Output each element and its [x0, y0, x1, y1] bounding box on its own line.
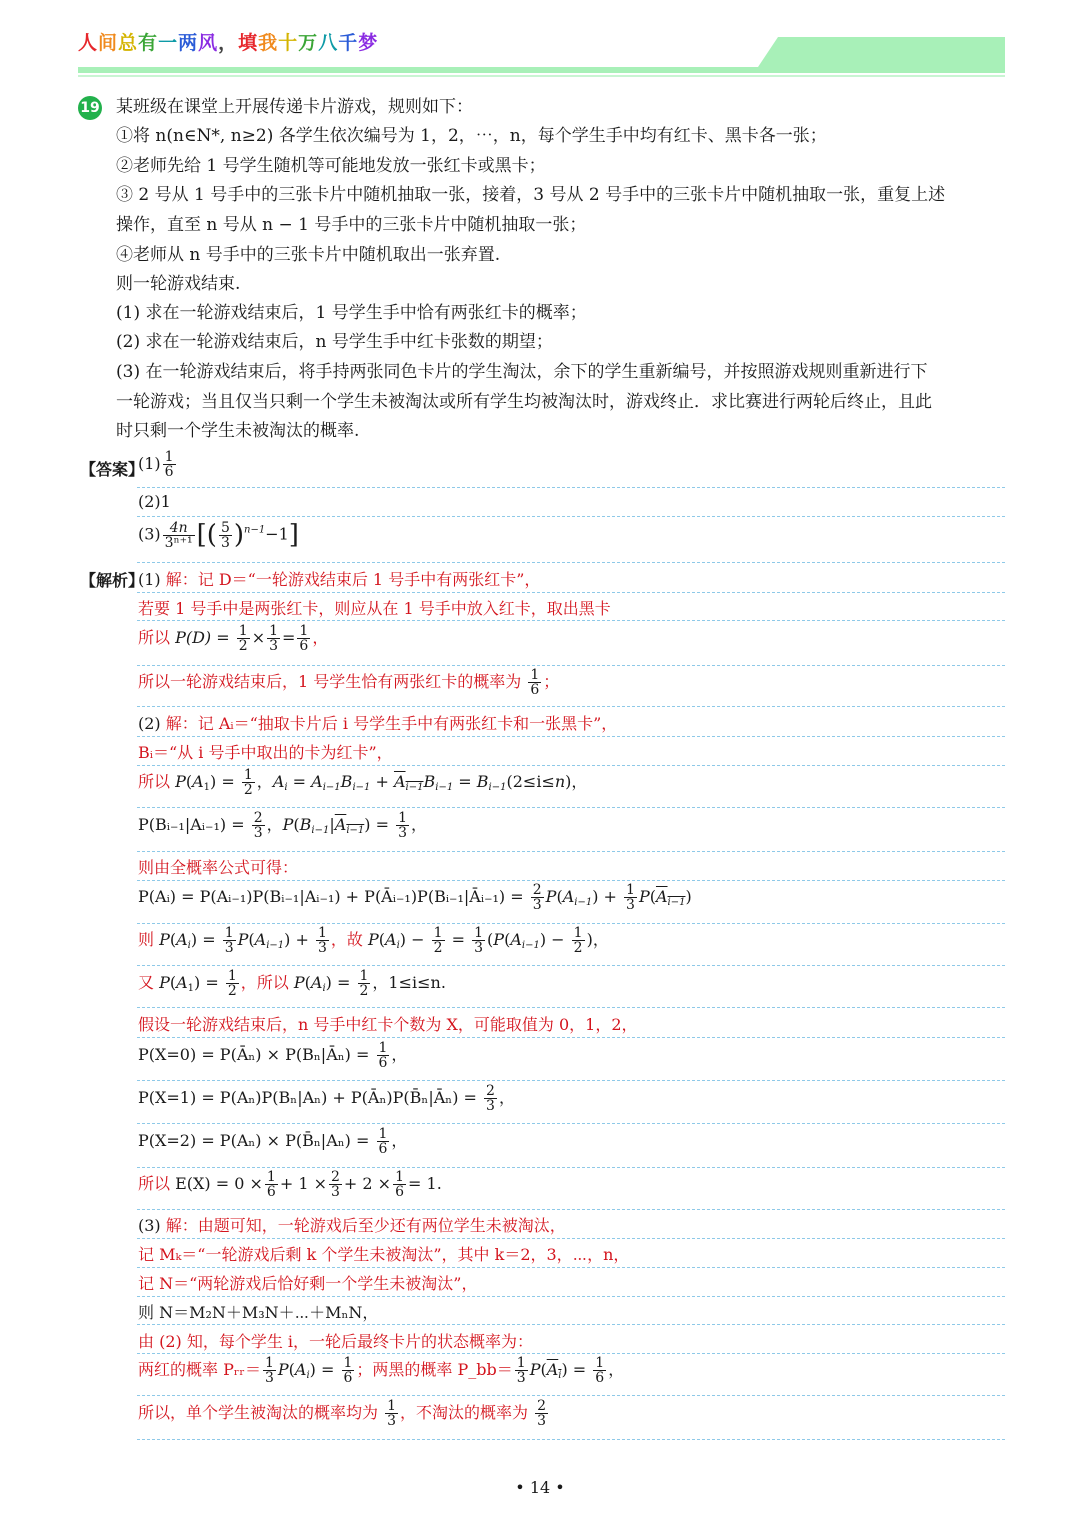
solution-line: 记 N＝“两轮游戏后恰好剩一个学生未被淘汰”，	[138, 1274, 478, 1293]
solution-line: 所以 E(X) = 0 × $\frac{1}{6}$ + 1 × $\frac{2}{3}$ + 2 × $\frac{1}{6}$ = 1.	[138, 1169, 442, 1200]
solution-line: 由 (2) 知，每个学生 i，一轮后最终卡片的状态概率为：	[138, 1332, 534, 1351]
solution-line: 记 Mₖ＝“一轮游戏后剩 k 个学生未被淘汰”，其中 k＝2，3，⋯，n，	[138, 1245, 630, 1264]
question-line: 一轮游戏；当且仅当只剩一个学生未被淘汰或所有学生均被淘汰时，游戏终止．求比赛进行两轮后终止，且此	[116, 392, 932, 412]
question-line: ④老师从 n 号手中的三张卡片中随机取出一张弃置.	[116, 245, 501, 265]
question-number-badge: 19	[78, 96, 102, 120]
solution-line: P(X=2) = P(Aₙ) × P(B̄ₙ|Aₙ) = $\frac{1}{6}$ ，	[138, 1126, 408, 1157]
divider	[137, 1238, 1005, 1239]
motto-char: 十	[278, 32, 299, 54]
divider	[137, 1007, 1005, 1008]
divider	[137, 562, 1005, 563]
divider	[137, 736, 1005, 737]
question-line: ①将 n(n∈N*, n≥2) 各学生依次编号为 1，2，⋯，n，每个学生手中均有红卡、黑卡各一张；	[116, 126, 827, 146]
question-line: 时只剩一个学生未被淘汰的概率.	[116, 421, 360, 441]
analysis-tag: 【解析】	[80, 571, 145, 590]
solution-line: 则 $P(A_i)$ = $\frac{1}{3}$ $P(A_{i-1})$ + $\frac{1}{3}$ ，故 $P(A_i)$ − $\frac{1}{2}$ = $\frac{1}{3}$ ($P(A_{i-1})$ − $\frac{1}{2}$ )，	[138, 925, 609, 956]
solution-line: 所以，单个学生被淘汰的概率均为 $\frac{1}{3}$ ，不淘汰的概率为 $\frac{2}{3}$	[138, 1398, 547, 1429]
header-rule-thin	[78, 75, 1005, 77]
divider	[137, 487, 1005, 488]
solution-line: (1) 解：记 D＝“一轮游戏结束后 1 号手中有两张红卡”，	[138, 570, 541, 589]
divider	[137, 620, 1005, 621]
divider	[137, 807, 1005, 808]
divider	[137, 1123, 1005, 1124]
page-number: • 14 •	[515, 1478, 565, 1497]
question-line: (2) 求在一轮游戏结束后，n 号学生手中红卡张数的期望；	[116, 332, 553, 352]
answer-3: (3) $\frac{4n}{\text{3ⁿ⁺¹}}$ [( $\frac{5}{3}$ )$^{n-1}$−1]	[138, 519, 299, 551]
divider	[137, 1353, 1005, 1354]
solution-line: 所以 $P(A_1)$ = $\frac{1}{2}$ ，$A_i = A_{i-1}B_{i-1} + A_{i-1}B_{i-1} = B_{i-1}(2\le i\le n)$，	[138, 767, 588, 798]
solution-line: 则 N＝M₂N＋M₃N＋⋯＋MₙN，	[138, 1303, 379, 1322]
divider	[137, 880, 1005, 881]
solution-line: P(Aᵢ) = P(Aᵢ₋₁)P(Bᵢ₋₁|Aᵢ₋₁) + P(Āᵢ₋₁)P(Bᵢ₋₁|Āᵢ₋₁) = $\frac{2}{3}$ $P(A_{i-1})$ + $\frac{1}{3}$ $P(A_{i-1})$	[138, 882, 692, 913]
answer-1: (1) $\frac{1}{6}$	[138, 449, 174, 480]
motto-char: 间	[98, 32, 119, 54]
solution-line: P(X=0) = P(Āₙ) × P(Bₙ|Āₙ) = $\frac{1}{6}$ ，	[138, 1040, 408, 1071]
divider	[137, 851, 1005, 852]
divider	[137, 1439, 1005, 1440]
divider	[137, 965, 1005, 966]
divider	[137, 592, 1005, 593]
divider	[137, 1209, 1005, 1210]
header-band	[78, 33, 1005, 78]
motto-char: 万	[298, 32, 319, 54]
divider	[137, 1395, 1005, 1396]
question-line: (1) 求在一轮游戏结束后，1 号学生手中恰有两张红卡的概率；	[116, 303, 587, 323]
divider	[137, 516, 1005, 517]
motto-char: 梦	[358, 32, 379, 54]
solution-line: 所以 P(D) = $\frac{1}{2}$ × $\frac{1}{3}$ = $\frac{1}{6}$ ，	[138, 623, 329, 654]
divider	[137, 706, 1005, 707]
question-line: ②老师先给 1 号学生随机等可能地发放一张红卡或黑卡；	[116, 156, 546, 176]
divider	[137, 665, 1005, 666]
solution-line: Bᵢ＝“从 i 号手中取出的卡为红卡”，	[138, 743, 393, 762]
question-line: (3) 在一轮游戏结束后，将手持两张同色卡片的学生淘汰，余下的学生重新编号，并按照游戏规则重新进行下	[116, 362, 928, 382]
answer-2: (2)1	[138, 492, 171, 511]
divider	[137, 765, 1005, 766]
solution-line: 则由全概率公式可得：	[138, 858, 299, 877]
motto-char: 千	[338, 32, 359, 54]
divider	[137, 923, 1005, 924]
solution-line: 又 $P(A_1)$ = $\frac{1}{2}$ ，所以 $P(A_i)$ = $\frac{1}{2}$ ，1≤i≤n.	[138, 968, 446, 999]
question-line: ③ 2 号从 1 号手中的三张卡片中随机抽取一张，接着，3 号从 2 号手中的三张卡片中随机抽取一张，重复上述	[116, 185, 946, 205]
divider	[137, 1167, 1005, 1168]
question-line: 则一轮游戏结束.	[116, 274, 241, 294]
motto-char: 两	[178, 32, 199, 54]
motto-char: 总	[118, 32, 139, 54]
question-line: 操作，直至 n 号从 n − 1 号手中的三张卡片中随机抽取一张；	[116, 215, 587, 235]
divider	[137, 1324, 1005, 1325]
divider	[137, 1296, 1005, 1297]
header-rule	[78, 67, 1005, 73]
question-line: 某班级在课堂上开展传递卡片游戏，规则如下：	[116, 97, 473, 117]
header-accent-tab	[758, 37, 1005, 67]
solution-line: (3) 解：由题可知，一轮游戏后至少还有两位学生未被淘汰，	[138, 1216, 566, 1235]
solution-line: 假设一轮游戏结束后，n 号手中红卡个数为 X，可能取值为 0，1，2，	[138, 1015, 638, 1034]
solution-line: 所以一轮游戏结束后，1 号学生恰有两张红卡的概率为 $\frac{1}{6}$ ；	[138, 667, 560, 698]
motto-char: ，	[218, 32, 239, 54]
solution-line: P(Bᵢ₋₁|Aᵢ₋₁) = $\frac{2}{3}$ ，$P(B_{i-1}|A_{i-1})$ = $\frac{1}{3}$ ，	[138, 810, 428, 841]
solution-line: 若要 1 号手中是两张红卡，则应从在 1 号手中放入红卡，取出黑卡	[138, 599, 611, 618]
motto-char: 风	[198, 32, 219, 54]
motto-char: 我	[258, 32, 279, 54]
solution-line: (2) 解：记 Aᵢ＝“抽取卡片后 i 号学生手中有两张红卡和一张黑卡”，	[138, 714, 618, 733]
solution-line: P(X=1) = P(Aₙ)P(Bₙ|Aₙ) + P(Āₙ)P(B̄ₙ|Āₙ) = $\frac{2}{3}$ ，	[138, 1083, 515, 1114]
motto-char: 八	[318, 32, 339, 54]
motto-char: 有	[138, 32, 159, 54]
solution-line: 两红的概率 Pᵣᵣ＝ $\frac{1}{3}$ $P(A_i)$ = $\frac{1}{6}$ ；两黑的概率 P_bb＝ $\frac{1}{3}$ $P(A_i)$ = $\frac{1}{6}$ ，	[138, 1355, 625, 1386]
divider	[137, 1267, 1005, 1268]
divider	[137, 1037, 1005, 1038]
answer-tag: 【答案】	[80, 460, 145, 479]
motto-char: 人	[78, 32, 99, 54]
divider	[137, 1080, 1005, 1081]
motto-char: 一	[158, 32, 179, 54]
motto-char: 填	[238, 32, 259, 54]
